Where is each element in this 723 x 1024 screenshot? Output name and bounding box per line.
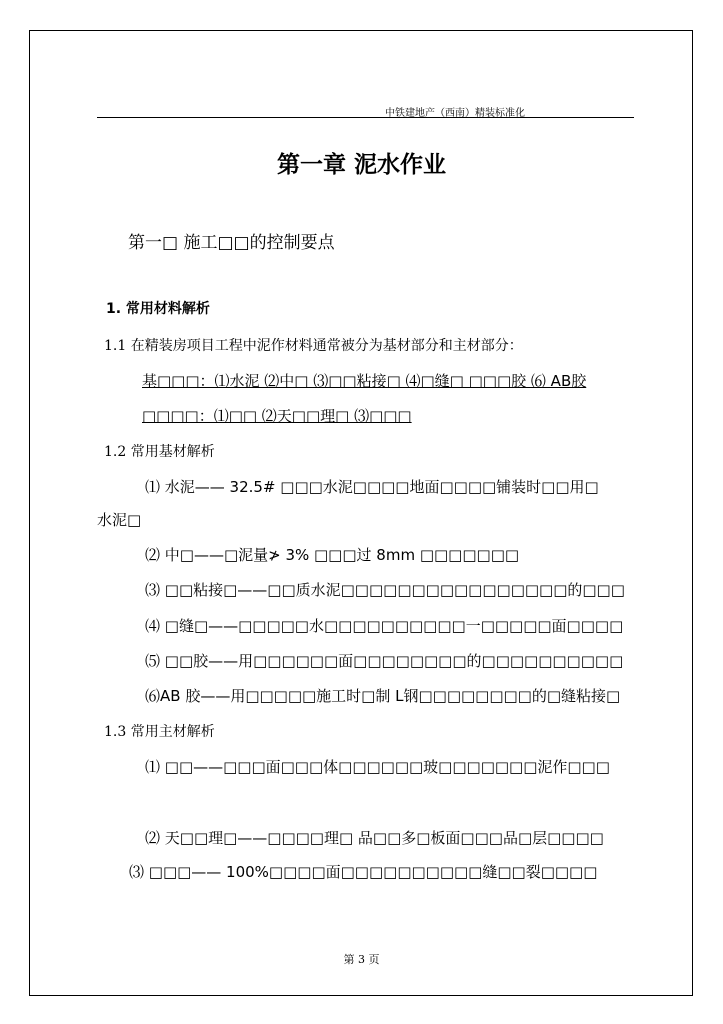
base-materials-list: 基□□□：⑴水泥 ⑵中□ ⑶□□粘接□ ⑷□缝□ □□□胶 ⑹ AB胶 [142,372,587,390]
paragraph-1-2: 1.2 常用基材解析 [104,444,215,460]
base-item-grout: ⑷ □缝□——□□□□□水□□□□□□□□□□一□□□□□面□□□□ [145,617,624,635]
base-item-cement-cont: 水泥□ [97,511,142,529]
base-item-ab-glue: ⑹AB 胶——用□□□□□施工时□制 L钢□□□□□□□□的□缝粘接□ [145,687,621,705]
main-item-stone: ⑶ □□□—— 100%□□□□面□□□□□□□□□□缝□□裂□□□□ [129,863,598,881]
section-title: 第一□ 施工□□的控制要点 [128,233,335,253]
chapter-title: 第一章 泥水作业 [276,152,446,178]
main-item-marble: ⑵ 天□□理□——□□□□理□ 品□□多□板面□□□品□层□□□□ [145,829,604,847]
page-header: 中铁建地产（西南）精装标准化 [385,108,525,119]
base-item-glue: ⑸ □□胶——用□□□□□□面□□□□□□□□的□□□□□□□□□□ [145,652,624,670]
main-item-tile: ⑴ □□——□□□面□□□体□□□□□□玻□□□□□□□泥作□□□ [145,758,610,776]
base-item-cement: ⑴ 水泥—— 32.5# □□□水泥□□□□地面□□□□铺装时□□用□ [145,478,599,496]
paragraph-1-1: 1.1 在精装房项目工程中泥作材料通常被分为基材部分和主材部分： [104,338,523,354]
base-item-adhesive: ⑶ □□粘接□——□□质水泥□□□□□□□□□□□□□□□□的□□□ [145,581,625,599]
main-materials-list: □□□□：⑴□□ ⑵天□□理□ ⑶□□□ [142,407,412,425]
heading-common-materials: 1. 常用材料解析 [106,301,210,317]
base-item-sand: ⑵ 中□——□泥量≯ 3% □□□过 8mm □□□□□□□ [145,546,520,564]
page-number: 第 3 页 [343,953,380,966]
header-divider [97,117,634,118]
paragraph-1-3: 1.3 常用主材解析 [104,724,215,740]
